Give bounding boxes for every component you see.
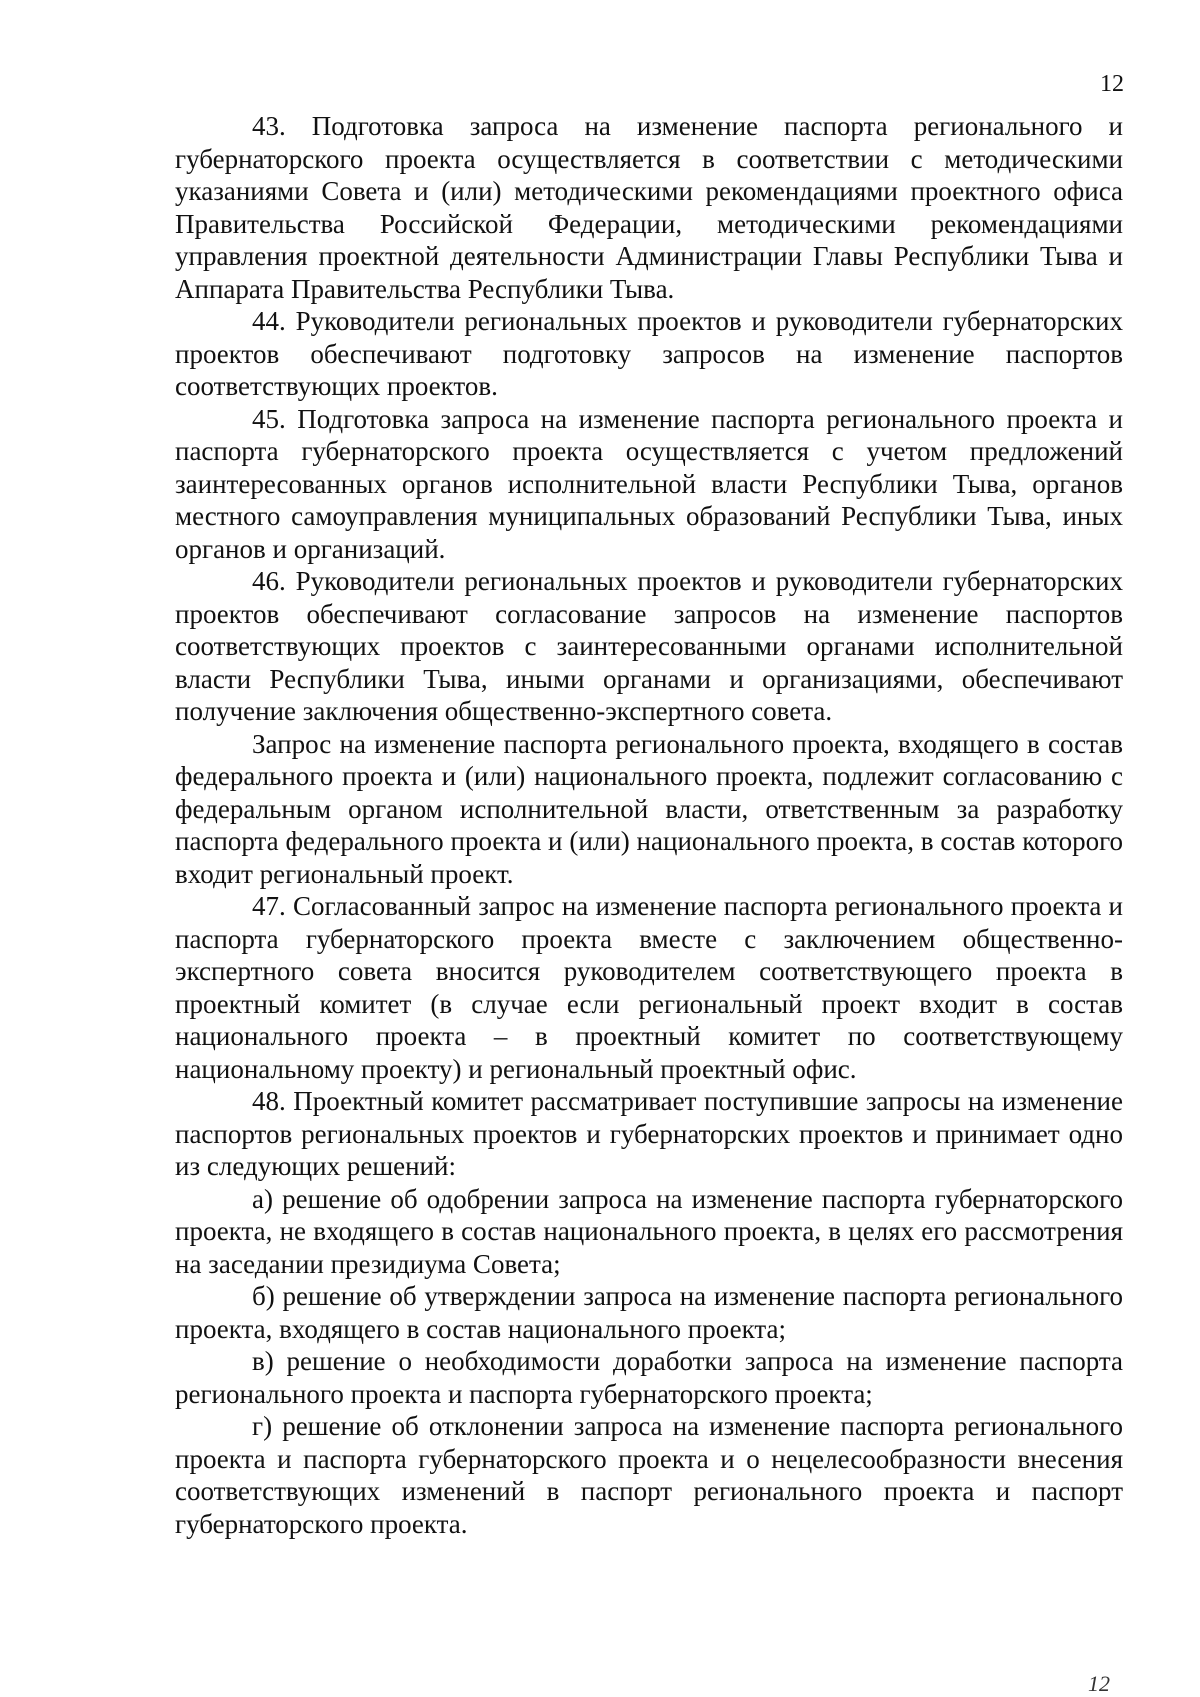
- decision-item-a: а) решение об одобрении запроса на изменение паспорта губернаторского проекта, не входящего в состав национального проекта, в целях его рассмотрения на заседании президиума Совета;: [175, 1183, 1123, 1279]
- paragraph-48: 48. Проектный комитет рассматривает поступившие запросы на изменение паспортов региональных проектов и губернаторских проектов и принимает одно из следующих решений:: [175, 1086, 1123, 1181]
- paragraph-46-request: Запрос на изменение паспорта регионального проекта, входящего в состав федерального проекта и (или) национального проекта, подлежит согласованию с федеральным органом исполнительной власти, ответственным за разработку паспорта федерального проекта и (или) национального проекта, в состав которого входит региональный проект.: [175, 728, 1123, 889]
- paragraph-43: 43. Подготовка запроса на изменение паспорта регионального и губернаторского проекта осуществляется в соответствии с методическими указаниями Совета и (или) методическими рекомендациями проектного офиса Правительства Российской Федерации, методическими рекомендациями управления проектной деятельности Администрации Главы Республики Тыва и Аппарата Правительства Республики Тыва.: [175, 111, 1123, 304]
- paragraph-45: 45. Подготовка запроса на изменение паспорта регионального проекта и паспорта губернаторского проекта осуществляется с учетом предложений заинтересованных органов исполнительной власти Республики Тыва, органов местного самоуправления муниципальных образований Республики Тыва, иных органов и организаций.: [175, 403, 1123, 564]
- paragraph-47: 47. Согласованный запрос на изменение паспорта регионального проекта и паспорта губернаторского проекта вместе с заключением общественно-экспертного совета вносится руководителем соответствующего проекта в проектный комитет (в случае если региональный проект входит в состав национального проекта – в проектный комитет по соответствующему национальному проекту) и региональный проектный офис.: [175, 891, 1123, 1084]
- paragraph-44: 44. Руководители региональных проектов и руководители губернаторских проектов обеспечивают подготовку запросов на изменение паспортов соответствующих проектов.: [175, 306, 1123, 401]
- decision-item-g: г) решение об отклонении запроса на изменение паспорта регионального проекта и паспорта губернаторского проекта и о нецелесообразности внесения соответствующих изменений в паспорт регионального проекта и паспорт губернаторского проекта.: [175, 1411, 1123, 1539]
- handwritten-page-mark: 12: [1088, 1671, 1110, 1696]
- decision-item-b: б) решение об утверждении запроса на изменение паспорта регионального проекта, входящего в состав национального проекта;: [175, 1281, 1123, 1344]
- page-number: 12: [1100, 71, 1124, 97]
- document-body: [175, 110, 1123, 1540]
- paragraph-46: 46. Руководители региональных проектов и руководители губернаторских проектов обеспечивают согласование запросов на изменение паспортов соответствующих проектов с заинтересованными органами исполнительной власти Республики Тыва, иными органами и организациями, обеспечивают получение заключения общественно-экспертного совета.: [175, 566, 1123, 726]
- decision-item-v: в) решение о необходимости доработки запроса на изменение паспорта регионального проекта и паспорта губернаторского проекта;: [175, 1346, 1123, 1409]
